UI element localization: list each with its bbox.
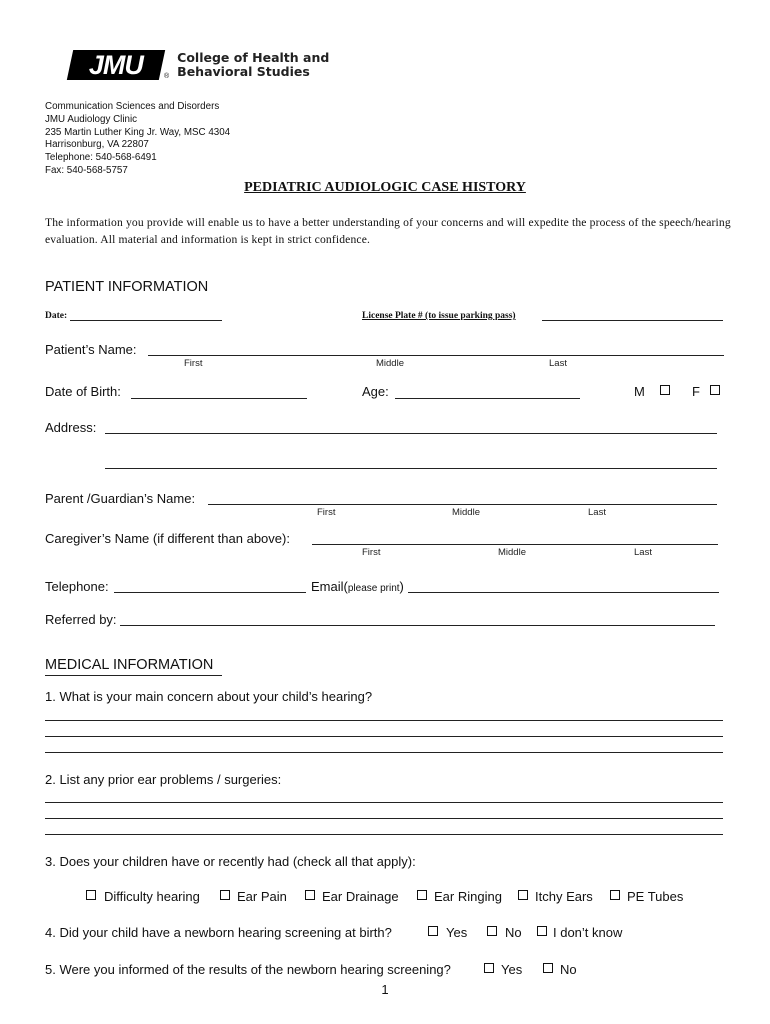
- page-number: 1: [381, 982, 389, 997]
- referred-by-label: Referred by:: [45, 612, 117, 627]
- question-2: 2. List any prior ear problems / surgeries:: [45, 772, 282, 787]
- screening-yes-checkbox[interactable]: [428, 926, 438, 936]
- ear-pain-checkbox[interactable]: [220, 890, 230, 900]
- sex-male-label: M: [634, 384, 645, 399]
- telephone-field[interactable]: [114, 592, 306, 593]
- document-title: PEDIATRIC AUDIOLOGIC CASE HISTORY: [244, 180, 526, 195]
- logo-text: JMU: [88, 49, 143, 80]
- ear-pain-label: Ear Pain: [237, 889, 287, 904]
- ear-drainage-checkbox[interactable]: [305, 890, 315, 900]
- medical-heading-underline: [45, 675, 222, 676]
- patient-name-field[interactable]: [148, 355, 724, 356]
- question-1: 1. What is your main concern about your child’s hearing?: [45, 689, 373, 704]
- date-label: Date:: [45, 311, 68, 321]
- difficulty-hearing-checkbox[interactable]: [86, 890, 96, 900]
- license-plate-field[interactable]: [542, 320, 723, 321]
- referred-by-field[interactable]: [120, 625, 715, 626]
- address-line: 235 Martin Luther King Jr. Way, MSC 4304: [45, 126, 231, 138]
- patient-name-label: Patient’s Name:: [45, 342, 137, 357]
- ear-ringing-checkbox[interactable]: [417, 890, 427, 900]
- dob-field[interactable]: [131, 398, 307, 399]
- question-2-answer-line[interactable]: [45, 834, 723, 835]
- question-1-answer-line[interactable]: [45, 736, 723, 737]
- email-label-close: ): [399, 579, 404, 594]
- pe-tubes-checkbox[interactable]: [610, 890, 620, 900]
- email-label-text: Email(: [311, 579, 348, 594]
- results-yes-label: Yes: [501, 962, 523, 977]
- medical-info-heading: MEDICAL INFORMATION: [45, 657, 214, 673]
- caregiver-last-hint: Last: [634, 547, 652, 558]
- question-2-answer-line[interactable]: [45, 818, 723, 819]
- telephone-label: Telephone:: [45, 579, 109, 594]
- pe-tubes-label: PE Tubes: [627, 889, 684, 904]
- jmu-logo: [70, 50, 329, 80]
- screening-no-label: No: [505, 925, 522, 940]
- name-last-hint: Last: [549, 358, 567, 369]
- sex-female-label: F: [692, 384, 700, 399]
- age-label: Age:: [362, 384, 389, 399]
- parent-guardian-label: Parent /Guardian’s Name:: [45, 491, 196, 506]
- address-line: JMU Audiology Clinic: [45, 113, 138, 125]
- caregiver-field[interactable]: [312, 544, 718, 545]
- itchy-ears-checkbox[interactable]: [518, 890, 528, 900]
- date-field[interactable]: [70, 320, 222, 321]
- address-line: Harrisonburg, VA 22807: [45, 139, 149, 151]
- address-field-line-2[interactable]: [105, 468, 717, 469]
- ear-ringing-label: Ear Ringing: [434, 889, 502, 904]
- email-field[interactable]: [408, 592, 719, 593]
- caregiver-label: Caregiver’s Name (if different than above):: [45, 531, 290, 546]
- address-line: Telephone: 540-568-6491: [45, 152, 157, 164]
- difficulty-hearing-label: Difficulty hearing: [104, 889, 200, 904]
- address-line: Communication Sciences and Disorders: [45, 101, 220, 112]
- screening-dont-know-label: I don’t know: [553, 925, 623, 940]
- parent-last-hint: Last: [588, 507, 606, 518]
- patient-info-heading: PATIENT INFORMATION: [45, 279, 209, 295]
- question-1-answer-line[interactable]: [45, 720, 723, 721]
- address-label: Address:: [45, 420, 97, 435]
- email-label: [311, 579, 404, 594]
- college-name-line-1: College of Health and: [177, 50, 330, 65]
- parent-middle-hint: Middle: [452, 507, 480, 518]
- caregiver-middle-hint: Middle: [498, 547, 526, 558]
- ear-drainage-label: Ear Drainage: [322, 889, 399, 904]
- name-first-hint: First: [184, 358, 203, 369]
- parent-guardian-field[interactable]: [208, 504, 717, 505]
- sex-female-checkbox[interactable]: [710, 385, 720, 395]
- address-field-line-1[interactable]: [105, 433, 717, 434]
- itchy-ears-label: Itchy Ears: [535, 889, 593, 904]
- name-middle-hint: Middle: [376, 358, 404, 369]
- question-4: 4. Did your child have a newborn hearing screening at birth?: [45, 925, 392, 940]
- license-plate-label: License Plate # (to issue parking pass): [362, 311, 516, 321]
- screening-dont-know-checkbox[interactable]: [537, 926, 547, 936]
- results-no-checkbox[interactable]: [543, 963, 553, 973]
- address-line: Fax: 540-568-5757: [45, 164, 128, 176]
- question-2-answer-line[interactable]: [45, 802, 723, 803]
- caregiver-first-hint: First: [362, 547, 381, 558]
- parent-first-hint: First: [317, 507, 336, 518]
- screening-yes-label: Yes: [446, 925, 468, 940]
- question-1-answer-line[interactable]: [45, 752, 723, 753]
- email-hint: please print: [347, 583, 400, 594]
- question-3: 3. Does your children have or recently had (check all that apply):: [45, 854, 416, 869]
- dob-label: Date of Birth:: [45, 384, 121, 399]
- sex-male-checkbox[interactable]: [660, 385, 670, 395]
- question-5: 5. Were you informed of the results of the newborn hearing screening?: [45, 962, 451, 977]
- results-no-label: No: [560, 962, 577, 977]
- results-yes-checkbox[interactable]: [484, 963, 494, 973]
- intro-paragraph: The information you provide will enable us to have a better understanding of your concerns and will expedite the process of the speech/hearing evaluation. All material and information is kept in strict confidence.: [45, 216, 731, 246]
- logo-registered-mark: ®: [164, 73, 170, 80]
- college-name-line-2: Behavioral Studies: [177, 64, 310, 79]
- age-field[interactable]: [395, 398, 580, 399]
- screening-no-checkbox[interactable]: [487, 926, 497, 936]
- clinic-address: [45, 101, 230, 178]
